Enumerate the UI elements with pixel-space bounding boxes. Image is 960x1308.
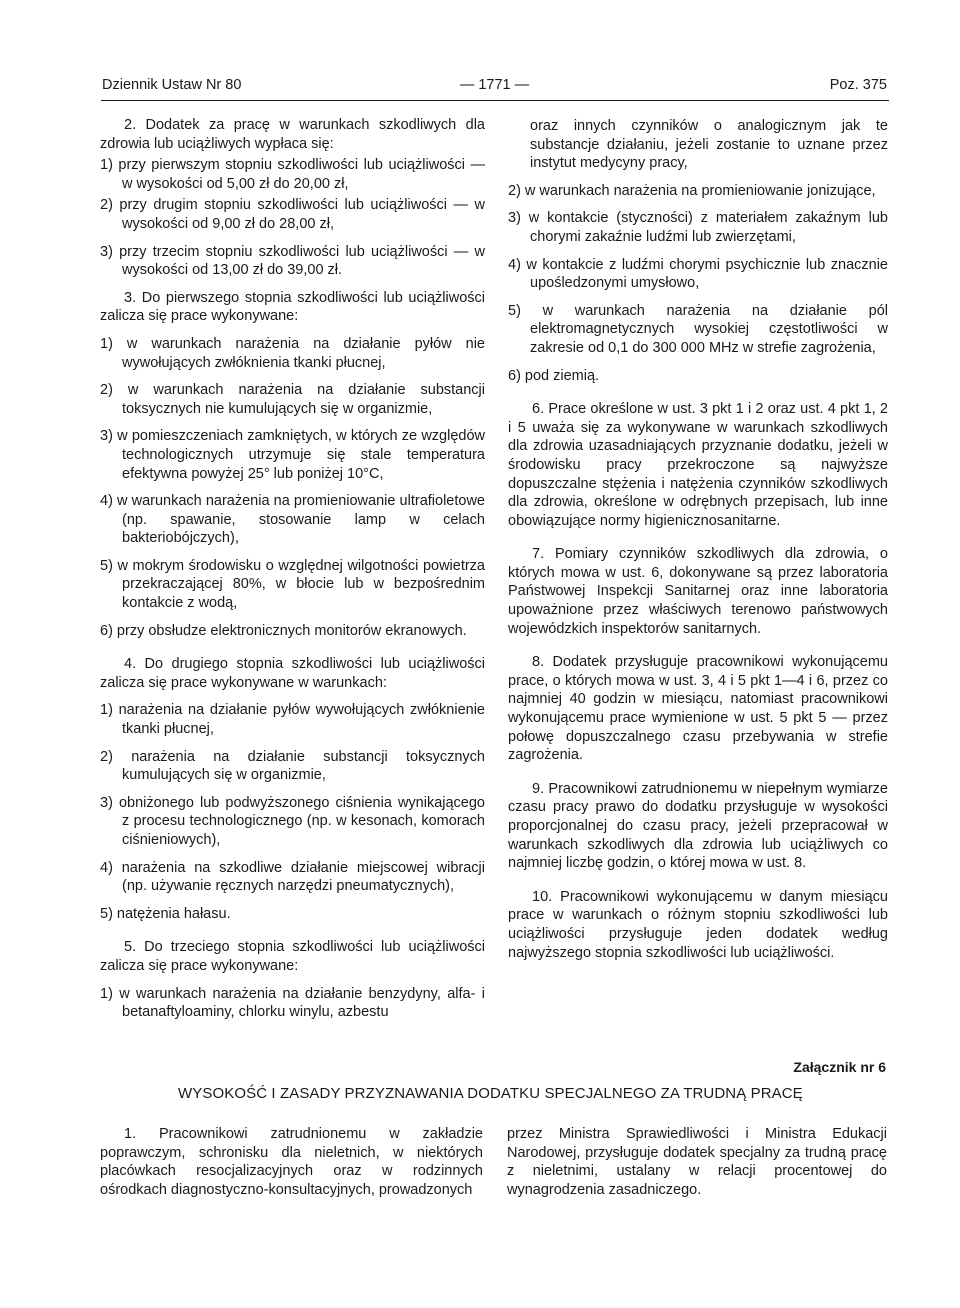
paragraph-5-intro: 5. Do trzeciego stopnia szkodliwości lub uciążliwości zalicza się prace wykonywane:: [100, 939, 485, 974]
annex-title: WYSOKOŚĆ I ZASADY PRZYZNAWANIA DODATKU SPECJALNEGO ZA TRUDNĄ PRACĘ: [178, 1085, 803, 1102]
left-column: [100, 116, 485, 1022]
annex-right-column: [507, 1125, 887, 1199]
list-item: 3) obniżonego lub podwyższonego ciśnienia wynikającego z procesu technologicznego (np. w kesonach, komorach ciśnieniowych),: [100, 794, 485, 848]
position-number: Poz. 375: [829, 77, 887, 93]
list-item: 4) narażenia na szkodliwe działanie miejscowej wibracji (np. używanie ręcznych narzędzi pneumatycznych),: [100, 859, 485, 895]
annex-paragraph-1: 1. Pracownikowi zatrudnionemu w zakładzie poprawczym, schronisku dla nieletnich, w niektórych placówkach resocjalizacyjnych oraz w rodzinnych ośrodkach diagnostyczno-konsultacyjnych, prowadzonych: [100, 1126, 483, 1198]
list-item: 1) w warunkach narażenia na działanie pyłów nie wywołujących zwłóknienia tkanki płucnej,: [100, 335, 485, 371]
paragraph-3-intro: 3. Do pierwszego stopnia szkodliwości lub uciążliwości zalicza się prace wykonywane:: [100, 289, 485, 325]
paragraph-2-intro: 2. Dodatek za pracę w warunkach szkodliwych dla zdrowia lub uciążliwych wypłaca się:: [100, 117, 485, 152]
paragraph-7: 7. Pomiary czynników szkodliwych dla zdrowia, o których mowa w ust. 6, dokonywane są przez laboratoria Państwowej Inspekcji Sanitarnej oraz inne laboratoria upoważnione przez właściwych terenowo państwowych wojewódzkich inspektorów sanitarnych.: [508, 546, 888, 637]
right-column: [508, 117, 888, 962]
list-item: 1) w warunkach narażenia na działanie benzydyny, alfa- i betanaftyloaminy, chlorku winylu, azbestu: [100, 985, 485, 1021]
header-rule: [101, 100, 889, 101]
list-item: 5) w warunkach narażenia na działanie pól elektromagnetycznych wysokiej częstotliwości w zakresie od 0,1 do 300 000 MHz w strefie zagrożenia,: [508, 302, 888, 356]
list-item: 2) narażenia na działanie substancji toksycznych kumulujących się w organizmie,: [100, 748, 485, 784]
annex-label: Załącznik nr 6: [793, 1059, 886, 1075]
paragraph-4-intro: 4. Do drugiego stopnia szkodliwości lub uciążliwości zalicza się prace wykonywane w warunkach:: [100, 656, 485, 691]
list-item: 5) natężenia hałasu.: [100, 905, 231, 922]
list-item: 2) przy drugim stopniu szkodliwości lub uciążliwości — w wysokości od 9,00 zł do 28,00 zł,: [100, 197, 485, 232]
list-item: 3) przy trzecim stopniu szkodliwości lub uciążliwości — w wysokości od 13,00 zł do 39,00 zł.: [100, 243, 485, 279]
page-header: [102, 76, 887, 98]
paragraph-9: 9. Pracownikowi zatrudnionemu w niepełnym wymiarze czasu pracy prawo do dodatku przysługuje w wysokości proporcjonalnej do czasu pracy, jeżeli przepracował w warunkach szkodliwych dla zdrowia lub uciążliwych co najmniej liczbę godzin, o której mowa w ust. 8.: [508, 780, 888, 872]
list-item: 2) w warunkach narażenia na promieniowanie jonizujące,: [508, 182, 876, 199]
list-item: 1) przy pierwszym stopniu szkodliwości lub uciążliwości — w wysokości od 5,00 zł do 20,00 zł,: [100, 157, 485, 192]
journal-title: Dziennik Ustaw Nr 80: [102, 77, 242, 93]
annex-left-column: [100, 1125, 483, 1199]
paragraph-10: 10. Pracownikowi wykonującemu w danym miesiącu prace w warunkach o różnym stopniu szkodliwości lub uciążliwości przysługuje jeden dodatek według najwyższego stopnia szkodliwości lub uciążliwości.: [508, 888, 888, 961]
list-item: 3) w pomieszczeniach zamkniętych, w których ze względów technologicznych utrzymuje się stale temperatura efektywna powyżej 25° lub poniżej 10°C,: [100, 428, 485, 482]
paragraph-8: 8. Dodatek przysługuje pracownikowi wykonującemu prace, o których mowa w ust. 3, 4 i 5 pkt 1—4 i 6, przez co najmniej 40 godzin w miesiącu, natomiast pracownikowi wykonującemu prace wymienione w ust. 5 pkt 5 — przez połowę dopuszczalnego czasu przebywania w strefie zagrożenia.: [508, 654, 888, 764]
annex-paragraph-1-continuation: przez Ministra Sprawiedliwości i Ministra Edukacji Narodowej, przysługuje dodatek specjalny za trudną pracę z nieletnimi, ustalany w relacji procentowej do wynagrodzenia zasadniczego.: [507, 1126, 887, 1198]
page-number: — 1771 —: [459, 77, 530, 93]
list-item: 2) w warunkach narażenia na działanie substancji toksycznych nie kumulujących się w organizmie,: [100, 382, 485, 417]
list-item: 4) w warunkach narażenia na promieniowanie ultrafioletowe (np. spawanie, stosowanie lamp w celach bakteriobójczych),: [100, 493, 485, 547]
list-item: 3) w kontakcie (styczności) z materiałem zakaźnym lub chorymi zakaźnie ludźmi lub zwierzętami,: [508, 210, 888, 245]
list-item: 6) przy obsłudze elektronicznych monitorów ekranowych.: [100, 622, 467, 639]
list-item: 6) pod ziemią.: [508, 367, 600, 384]
list-item: 4) w kontakcie z ludźmi chorymi psychicznie lub znacznie upośledzonymi umysłowo,: [508, 256, 888, 292]
paragraph-6: 6. Prace określone w ust. 3 pkt 1 i 2 oraz ust. 4 pkt 1, 2 i 5 uważa się za wykonywane w warunkach szkodliwych dla zdrowia uzasadniających przyznanie dodatku, jeżeli w środowisku pracy przekroczone są najwyższe dopuszczalne stężenia i natężenia czynników szkodliwych dla zdrowia, określone w odrębnych przepisach, lub inne obowiązujące normy higienicznosanitarne.: [508, 401, 888, 529]
list-item: 5) w mokrym środowisku o względnej wilgotności powietrza przekraczającej 80%, w błocie lub w bezpośrednim kontakcie z wodą,: [100, 557, 485, 612]
list-item: 1) narażenia na działanie pyłów wywołujących zwłóknienie tkanki płucnej,: [100, 702, 485, 738]
paragraph-5-continuation: oraz innych czynników o analogicznym jak te substancje działaniu, jeżeli zostanie to uznane przez instytut medycyny pracy,: [530, 118, 888, 172]
